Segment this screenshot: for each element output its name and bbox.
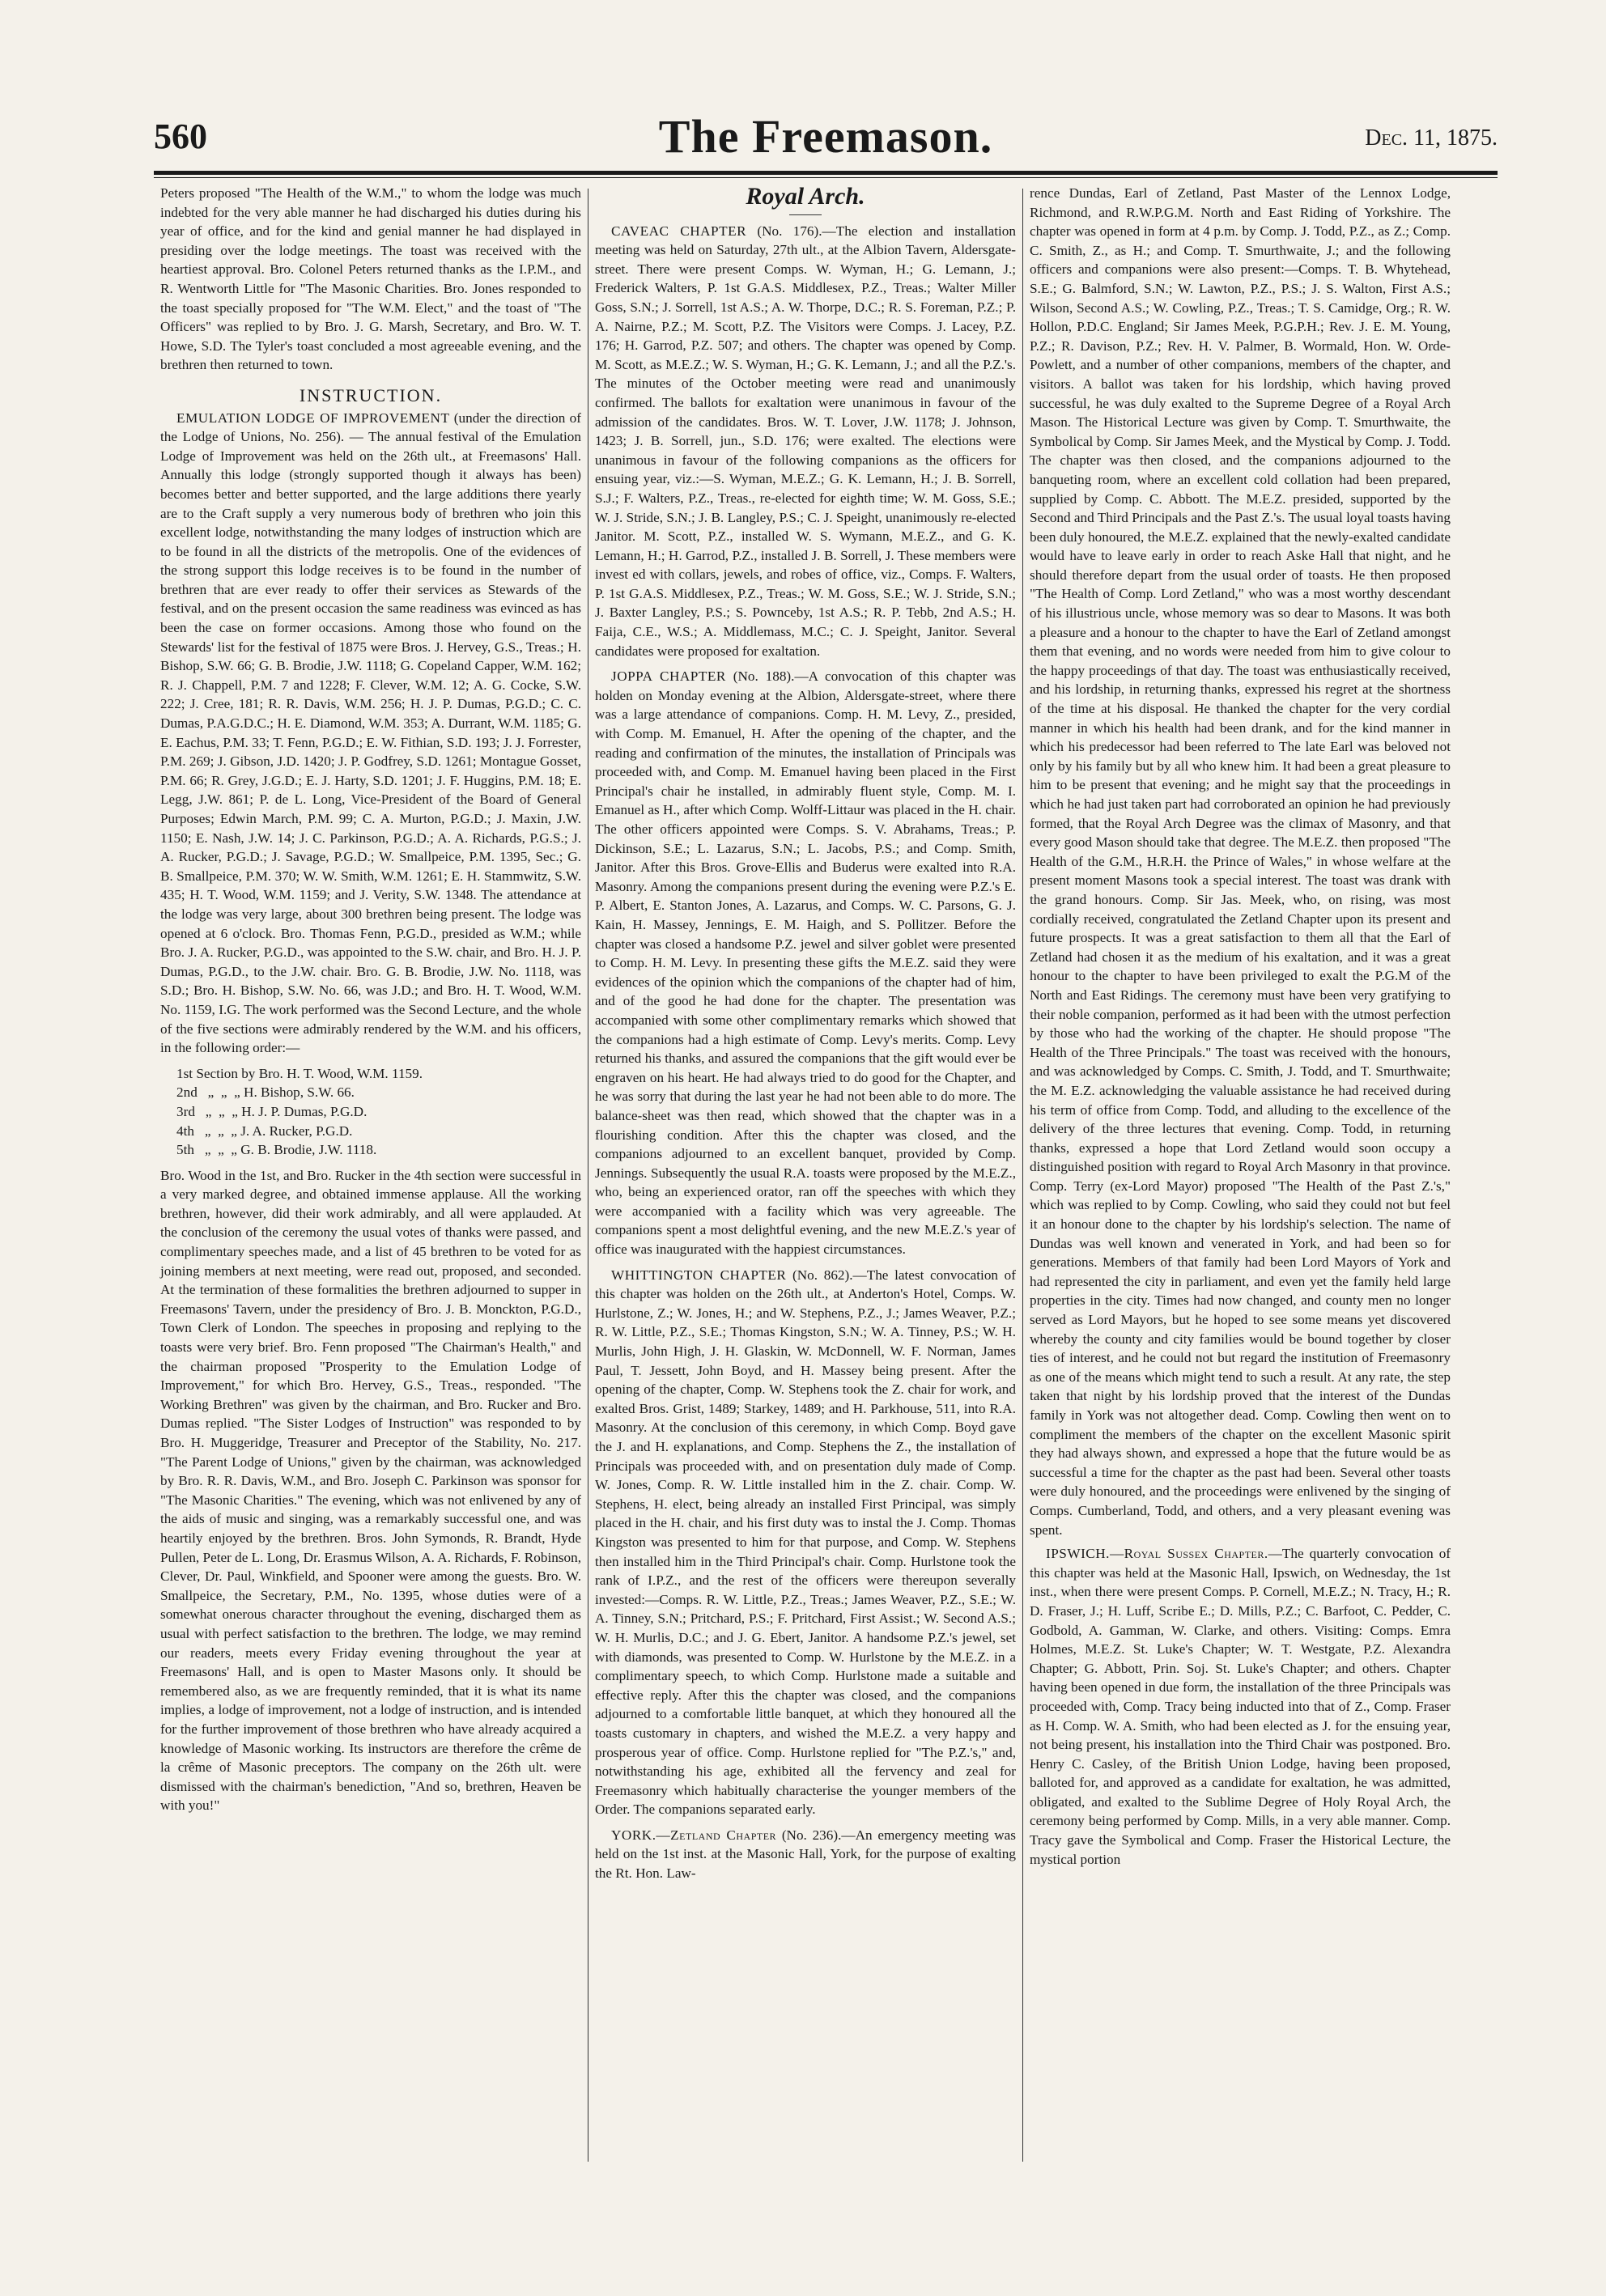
ipswich-paragraph (1030, 1544, 1451, 1869)
emulation-title: EMULATION LODGE OF IMPROVEMENT (176, 410, 450, 426)
ipswich-text: —The quarterly convocation of this chapter was held at the Masonic Hall, Ipswich, on Wednesday, the 1st inst., when there were present Comps. P. Cornell, M.E.Z.; N. Tracy, H.; R. D. Fraser, J.; H. Luff, Scribe E.; D. Mills, P.Z.; C. Barfoot, C. Pedder, C. Godbold, A. Gamman, W. Clarke, and others. Visiting: Comps. Emra Holmes, M.E.Z. St. Luke's Chapter; W. T. Westgate, P.Z. Alexandra Chapter; G. Abbott, Prin. Soj. St. Luke's Chapter; and others. Chapter having been opened in due form, the installation of the three Principals was proceeded with, Comp. Tracy being inducted into that of Z., Comp. Fraser as H. Comp. W. A. Smith, who had been elected as J. for the ensuing year, not being present, his installation into the Third Chair was postponed. Bro. Henry C. Casley, of the British Union Lodge, having been proposed, balloted for, and approved as a candidate for exaltation, he was admitted, obligated, and exalted to the Sublime Degree of Holy Royal Arch, the ceremony being performed by Comp. Mills, in a very able manner. Comp. Tracy gave the Symbolical and Comp. Fraser the Historical Lecture, the mystical portion (1030, 1546, 1451, 1867)
paper-title: The Freemason. (658, 110, 993, 163)
emulation-text: (under the direction of the Lodge of Unions, No. 256). — The annual festival of the Emulation Lodge of Improvement was held on the 26th ult., at Freemasons' Hall. Annually this lodge (strongly supported though it always has been) becomes better and better supported, and the large additions there yearly are to the Craft supply a very numerous body of brethren who join this excellent lodge, notwithstanding the many lodges of instruction which are to be found in all the districts of the metropolis. One of the evidences of the strong support this lodge receives is to be found in the number of brethren that are ever ready to offer their services as Stewards of the festival, and on the present occasion the same readiness was evinced as has been the case on former occasions. Among those who found on the Stewards' list for the festival of 1875 were Bros. J. Hervey, G.S., Treas.; H. Bishop, S.W. 66; G. B. Brodie, J.W. 1118; G. Copeland Capper, W.M. 162; R. J. Chappell, P.M. 7 and 1228; F. Clever, W.M. 12; A. G. Cocke, S.W. 222; J. Cree, 181; R. R. Davis, W.M. 256; H. J. P. Dumas, P.G.D.; C. C. Dumas, P.A.G.D.C.; H. E. Diamond, W.M. 353; A. Durrant, W.M. 1185; G. E. Eachus, P.M. 33; T. Fenn, P.G.D.; E. W. Fithian, S.D. 193; J. J. Forrester, P.M. 269; J. Gibson, J.D. 1420; J. P. Godfrey, S.D. 1261; Montague Gosset, P.M. 66; R. Grey, J.G.D.; E. J. Harty, S.D. 1201; J. F. Huggins, P.M. 18; E. Legg, J.W. 861; P. de L. Long, Vice-President of the Board of General Purposes; Edwin March, P.M. 99; C. A. Murton, P.G.D.; J. Maxin, J.W. 1150; E. Nash, J.W. 14; J. C. Parkinson, P.G.D.; A. A. Richards, P.G.S.; J. A. Rucker, P.G.D.; J. Savage, P.G.D.; W. Smallpeice, P.M. 1395, Sec.; G. B. Smallpeice, P.M. 370; W. W. Smith, W.M. 1261; E. H. Stammwitz, S.W. 435; H. T. Wood, W.M. 1159; and J. Verity, S.W. 1348. The attendance at the lodge was very large, about 300 brethren being present. The lodge was opened at 6 o'clock. Bro. Thomas Fenn, P.G.D., presided as W.M.; while Bro. J. A. Rucker, P.G.D., was appointed to the S.W. chair, and Bro. H. J. P. Dumas, P.G.D., to the J.W. chair. Bro. G. B. Brodie, J.W. No. 1118, was S.D.; Bro. H. Bishop, S.W. No. 66, was J.D.; and Bro. H. T. Wood, W.M. No. 1159, I.G. The work performed was the Second Lecture, and the whole of the five sections were admirably rendered by the W.M. and his officers, in the following order:— (160, 410, 581, 1056)
col1-intro: Peters proposed "The Health of the W.M.," to whom the lodge was much indebted for the very able manner he had discharged his duties during his year of office, and for the kind and genial manner he had displayed in presiding over the lodge meetings. The toast was received with the heartiest approval. Bro. Colonel Peters returned thanks as the I.P.M., and R. Wentworth Little for "The Masonic Charities. Bro. Jones responded to the toast specially proposed for "The W.M. Elect," and the toast of "The Officers" was replied to by Bro. J. G. Marsh, Secretary, and Bro. W. T. Howe, S.D. The Tyler's toast concluded a most agreeable evening, and the brethren then returned to town. (160, 185, 581, 373)
joppa-paragraph (595, 667, 1016, 1258)
caveac-title: CAVEAC CHAPTER (611, 223, 747, 239)
masthead-rule-thick (154, 171, 1498, 175)
york-paragraph (595, 1826, 1016, 1883)
section-item: 4th „ „ „ J. A. Rucker, P.G.D. (176, 1123, 353, 1139)
section-item: 1st Section by Bro. H. T. Wood, W.M. 1159. (176, 1065, 423, 1081)
column-3 (1023, 184, 1457, 2167)
joppa-title: JOPPA CHAPTER (611, 668, 726, 685)
whittington-text: (No. 862).—The latest convocation of this chapter was holden on the 26th ult., at Anderton's Hotel, Comps. W. Hurlstone, Z.; W. Jones, H.; and W. Stephens, P.Z., J.; James Weaver, P.Z.; R. W. Little, P.Z., S.E.; Thomas Kingston, S.N.; W. A. Tinney, P.S.; W. H. Murlis, John High, J. H. Glaskin, W. McDonnell, W. F. Norman, James Paul, T. Jessett, John Boyd, and H. Massey being present. After the opening of the chapter, Comp. W. Stephens took the Z. chair for work, and exalted Bros. Grist, 1489; Starkey, 1489; and H. Parkhouse, 511, into R.A. Masonry. At the conclusion of this ceremony, in which Comp. Boyd gave the J. and H. explanations, and Comp. Stephens the Z., the installation of Principals was proceeded with, and on presentation duly made of Comp. W. Jones, Comp. R. W. Little installed him in the Z. chair. Comp. W. Stephens, H. elect, being already an installed First Principal, was simply placed in the H. chair, and his first duty was to instal the J. Comp. Thomas Kingston was presented to him for that purpose, and Comp. W. Stephens then installed him in the Third Principal's chair. Comp. Hurlstone took the rank of I.P.Z., and the rest of the officers were thereupon severally invested:—Comps. R. W. Little, P.Z., Treas.; James Weaver, P.Z., S.E.; W. A. Tinney, S.N.; Pritchard, P.S.; F. Pritchard, First Assist.; W. Second A.S.; W. H. Murlis, D.C.; and J. G. Ebert, Janitor. A handsome P.Z.'s jewel, set with diamonds, was presented to Comp. W. Hurlstone by the M.E.Z. in a complimentary speech, to which Comp. Hurlstone made a suitable and effective reply. After this the chapter was closed, and the companions adjourned to a comfortable little banquet, at which they honoured all the toasts customary in chapters, and wished the M.E.Z. a very happy and prosperous year of office. Comp. Hurlstone replied for "The P.Z.'s," and, notwithstanding his age, exhibited all the fervency and zeal for Freemasonry which habitually characterise the younger members of the Order. The companions separated early. (595, 1267, 1016, 1818)
whittington-title: WHITTINGTON CHAPTER (611, 1267, 787, 1283)
caveac-text: (No. 176).—The election and installation meeting was held on Saturday, 27th ult., at the Albion Tavern, Aldersgate-street. There were present Comps. W. Wyman, H.; G. Lemann, J.; Frederick Walters, P. 1st G.A.S. Middlesex, P.Z., Treas.; Walter Miller Goss, S.N.; J. Sorrell, 1st A.S.; A. W. Thorpe, D.C.; R. S. Foreman, P.Z.; P. A. Nairne, P.Z.; M. Scott, P.Z. The Visitors were Comps. J. Lacey, P.Z. 176; H. Garrod, P.Z. 507; and others. The chapter was opened by Comp. M. Scott, as M.E.Z.; W. S. Wyman, H.; G. K. Lemann, J.; and all the P.Z.'s. The minutes of the October meeting were read and unanimously confirmed. The ballots for exaltation were unanimous in favour of the admission of the candidates. Bros. W. T. Lover, J.W. 1178; J. Johnson, 1423; J. B. Sorrell, jun., S.D. 176; were exalted. The elections were unanimous in favour of the following companions as the officers for ensuing year, viz.:—S. Wyman, M.E.Z.; G. K. Lemann, H.; J. B. Sorrell, S.J.; F. Walters, P.Z., Treas., re-elected for eighth time; W. M. Goss, S.E.; W. J. Stride, S.N.; J. B. Langley, P.S.; C. J. Speight, unanimously re-elected Janitor. M. Scott, P.Z., installed W. S. Wymann, M.E.Z., and G. K. Lemann, H.; H. Garrod, P.Z., installed J. B. Sorrell, J. These members were invest ed with collars, jewels, and robes of office, viz., Comps. F. Walters, P. 1st G.A.S. Middlesex, P.Z., Treas.; W. M. Goss, S.E.; W. J. Stride, S.N.; J. Baxter Langley, P.S.; S. Pownceby, 1st A.S.; R. P. Tebb, 2nd A.S.; H. Faija, C.E., W.S.; A. Middlemass, M.C.; C. J. Speight, Janitor. Several candidates were proposed for exaltation. (595, 223, 1016, 659)
issue-date: Dec. 11, 1875. (1365, 125, 1498, 151)
instruction-heading: INSTRUCTION. (299, 384, 443, 405)
whittington-paragraph (595, 1266, 1016, 1819)
column-1 (154, 184, 588, 2167)
ipswich-title: IPSWICH.—Royal Sussex Chapter. (1046, 1546, 1268, 1562)
caveac-paragraph (595, 222, 1016, 661)
york-text: (No. 236).—An emergency meeting was held on the 1st inst. at the Masonic Hall, York, for the purpose of exalting the Rt. Hon. Law- (595, 1827, 1016, 1882)
heading-rule (789, 214, 822, 215)
masthead (154, 109, 1498, 168)
york-title: YORK.—Zetland Chapter (611, 1827, 777, 1843)
sections-list (176, 1064, 581, 1160)
royal-arch-heading: Royal Arch. (746, 184, 865, 210)
column-2 (588, 184, 1022, 2167)
emulation-closing: Bro. Wood in the 1st, and Bro. Rucker in the 4th section were successful in a very marked degree, and obtained immense applause. All the working brethren, however, did their work admirably, and all were applauded. At the conclusion of the ceremony the usual votes of thanks were passed, and complimentary speeches made, and a list of 45 brethren to be voted for as joining members at next meeting, were read out, proposed, and seconded. At the termination of these formalities the brethren adjourned to supper in Freemasons' Tavern, under the presidency of Bro. J. B. Monckton, P.G.D., Town Clerk of London. The speeches in proposing and replying to the toasts were very brief. Bro. Fenn proposed "The Chairman's Health," and the chairman proposed "Prosperity to the Emulation Lodge of Improvement," for which Bro. Hervey, G.S., Treas., responded. "The Working Brethren" was given by the chairman, and Bro. Rucker and Bro. Dumas replied. "The Sister Lodges of Instruction" was responded to by Bro. H. Muggeridge, Treasurer and Preceptor of the Stability, No. 217. "The Parent Lodge of Unions," given by the chairman, was acknowledged by Bro. R. R. Davis, W.M., and Bro. Joseph C. Parkinson was sponsor for "The Masonic Charities." The evening, which was not enlivened by any of the aids of music and singing, was a remarkably successful one, and was heartily enjoyed by the brethren. Bros. John Symonds, R. Brandt, Hyde Pullen, Peter de L. Long, Dr. Erasmus Wilson, A. A. Richards, F. Robinson, Clever, Dr. Paul, Winkfield, and Spooner were among the guests. Bro. W. Smallpeice, the Secretary, P.M., No. 1395, whose duties were of a somewhat onerous character throughout the evening, discharged them as usual with perfect satisfaction to the brethren. The lodge, we may remind our readers, meets every Friday evening throughout the year at Freemasons' Hall, and is open to Master Masons only. It should be remembered also, as we are frequently reminded, that it is what its name implies, a lodge of improvement, not a lodge of instruction, and is intended for the further improvement of those brethren who have already acquired a knowledge of Masonic working. Its instructors are therefore the crême de la crême of Masonic preceptors. The company on the 26th ult. were dismissed with the chairman's benediction, "And so, brethren, Heaven be with you!" (160, 1167, 581, 1814)
section-item: 2nd „ „ „ H. Bishop, S.W. 66. (176, 1084, 355, 1101)
emulation-paragraph (160, 409, 581, 1058)
masthead-rule-thin (154, 177, 1498, 178)
section-item: 5th „ „ „ G. B. Brodie, J.W. 1118. (176, 1142, 377, 1158)
section-item: 3rd „ „ „ H. J. P. Dumas, P.G.D. (176, 1103, 368, 1119)
joppa-text: (No. 188).—A convocation of this chapter was holden on Monday evening at the Albion, Aldersgate-street, where there was a large attendance of companions. Comp. H. M. Levy, Z., presided, with Comp. M. Emanuel, H. After the opening of the chapter, and the reading and confirmation of the minutes, the installation of Principals was proceeded with, and Comp. M. Emanuel having been placed in the First Principal's chair he installed, in admirably fluent style, Comp. M. I. Emanuel as H., after which Comp. Wolff-Littaur was placed in the H. chair. The other officers appointed were Comps. S. V. Abrahams, Treas.; P. Dickinson, S.E.; L. Lazarus, S.N.; L. Jacobs, P.S.; and Comp. Smith, Janitor. After this Bros. Grove-Ellis and Buderus were exalted into R.A. Masonry. Among the companions present during the evening were P.Z.'s E. P. Albert, E. Stanton Jones, A. Lazarus, and Comps. W. C. Parsons, G. J. Kain, H. Massey, Jennings, E. M. Haigh, and S. Pollitzer. Before the chapter was closed a handsome P.Z. jewel and silver goblet were presented to Comp. H. M. Levy. In presenting these gifts the M.E.Z. said they were evidences of the opinion which the companions of the chapter had of him, and of the good he had done for the chapter. The presentation was accompanied with some other complimentary remarks which showed that the companions had a high estimate of Comp. Levy's merits. Comp. Levy returned his thanks, and assured the companions that the gift would ever be engraven on his heart. He had always tried to do good for the Chapter, and he was sorry that during the last year he had not been able to do more. The balance-sheet was then read, which showed that the chapter was in a flourishing condition. After this the chapter was closed, and the companions adjourned to an excellent banquet, provided by Comp. Jennings. Subsequently the usual R.A. toasts were proposed by the M.E.Z., who, being an experienced orator, ran off the speeches with which they were accompanied with a facility which was very agreeable. The companions spent a most delightful evening, and the new M.E.Z.'s year of office was inaugurated with the happiest circumstances. (595, 668, 1017, 1258)
page-number: 560 (154, 117, 207, 156)
columns (154, 184, 1498, 2167)
newspaper-page (154, 109, 1498, 2181)
york-continuation: rence Dundas, Earl of Zetland, Past Master of the Lennox Lodge, Richmond, and R.W.P.G.M. North and East Riding of Yorkshire. The chapter was opened in form at 4 p.m. by Comp. J. Todd, P.Z., as Z.; Comp. C. Smith, Z., as H.; and Comp. T. Smurthwaite, J.; and the following officers and companions were also present:—Comps. T. B. Whytehead, S.E.; G. Balmford, S.N.; W. Lawton, P.Z., P.S.; J. S. Walton, First A.S.; Wilson, Second A.S.; W. Cowling, P.Z., Treas.; T. S. Camidge, Org.; R. W. Hollon, P.D.C. England; Sir James Meek, P.G.P.H.; Rev. J. E. M. Young, P.Z.; R. Davison, P.Z.; Rev. H. V. Palmer, B. Wormald, Hon. W. Orde-Powlett, and a number of other companions, members of the chapter, and visitors. A ballot was taken for his lordship, which having proved successful, he was duly exalted to the Supreme Degree of a Royal Arch Mason. The Historical Lecture was given by Comp. T. Smurthwaite, the Symbolical by Comp. Sir James Meek, and the Mystical by Comp. J. Todd. The chapter was then closed, and the companions adjourned to the banqueting room, where an excellent cold collation had been prepared, supplied by Comp. C. Abbott. The M.E.Z. presided, supported by the Second and Third Principals and the Past Z.'s. The usual loyal toasts having been duly honoured, the M.E.Z. explained that the newly-exalted candidate would have to leave early in order to reach Aske Hall that night, and he should therefore depart from the usual order of toasts. He then proposed "The Health of Comp. Lord Zetland," who was a most worthy descendant of his illustrious uncle, whose memory was so dear to Masons. It was both a pleasure and a honour to the chapter to have the Earl of Zetland amongst them that evening, and no words were needed from him to give colour to the happy proceedings of that day. The toast was enthusiastically received, and his lordship, in returning thanks, expressed his regret at the shortness of the time at his disposal. He thanked the chapter for the very cordial manner in which his health had been drank, and for the kind manner in which his predecessor had been referred to The late Earl was beloved not only by his family but by all who knew him. It had been a great pleasure to him to be present that evening; and he might say that the proceedings in which he had just taken part had corroborated an opinion he had previously formed, that the Royal Arch Degree was the climax of Masonry, and that every good Mason should take that degree. The M.E.Z. then proposed "The Health of the G.M., H.R.H. the Prince of Wales," in whose welfare at the present moment Masons took a special interest. The toast was drank with the grand honours. Comp. Sir Jas. Meek, who, on rising, was most cordially received, congratulated the Zetland Chapter upon its present and future prospects. It was a great satisfaction to them all that the Earl of Zetland had chosen it as the medium of his exaltation, and it was a great honour to the chapter to have been privileged to exalt the P.G.M of the North and East Ridings. The ceremony must have been very gratifying to their noble companion, performed as it had been with the utmost perfection by those who had the working of the chapter. He should propose "The Health of the Three Principals." The toast was received with the honours, and was acknowledged by Comps. C. Smith, J. Todd, and T. Smurthwaite; the M. E.Z. acknowledging the valuable assistance he had received during his term of office from Comp. Todd, and alluding to the excellence of the delivery of the three lectures that evening. Comp. Todd, in returning thanks, expressed a hope that Lord Zetland would soon occupy a distinguished position with regard to Royal Arch Masonry in that province. Comp. Terry (ex-Lord Mayor) proposed "The Health of the Past Z.'s," which was replied to by Comp. Cowling, who said they could not but feel it an honour done to the chapter by his lordship's selection. The name of Dundas was well known and venerated in York, and had been so for generations. Members of that family had been Lord Mayors of York and had represented the city in parliament, and even yet the family held large properties in the city. Times had now changed, and county men no longer served as Lord Mayors, but he hoped to see some means yet discovered whereby the county and city families would be bound together by closer ties of interest, and he could not but regard the institution of Freemasonry as one of the means which might tend to such a result. At any rate, the step taken that night by his lordship proved that the interest of the Dundas family in York was not altogether dead. Comp. Cowling then went on to compliment the members of the chapter on the excellent Masonic spirit they had always shown, and expressed a hope that the future would be as successful a time for the chapter as the past had been. Several other toasts were duly honoured, and the proceedings were enlivened by the singing of Comps. Cumberland, Todd, and others, and a very pleasant evening was spent. (1030, 185, 1451, 1538)
